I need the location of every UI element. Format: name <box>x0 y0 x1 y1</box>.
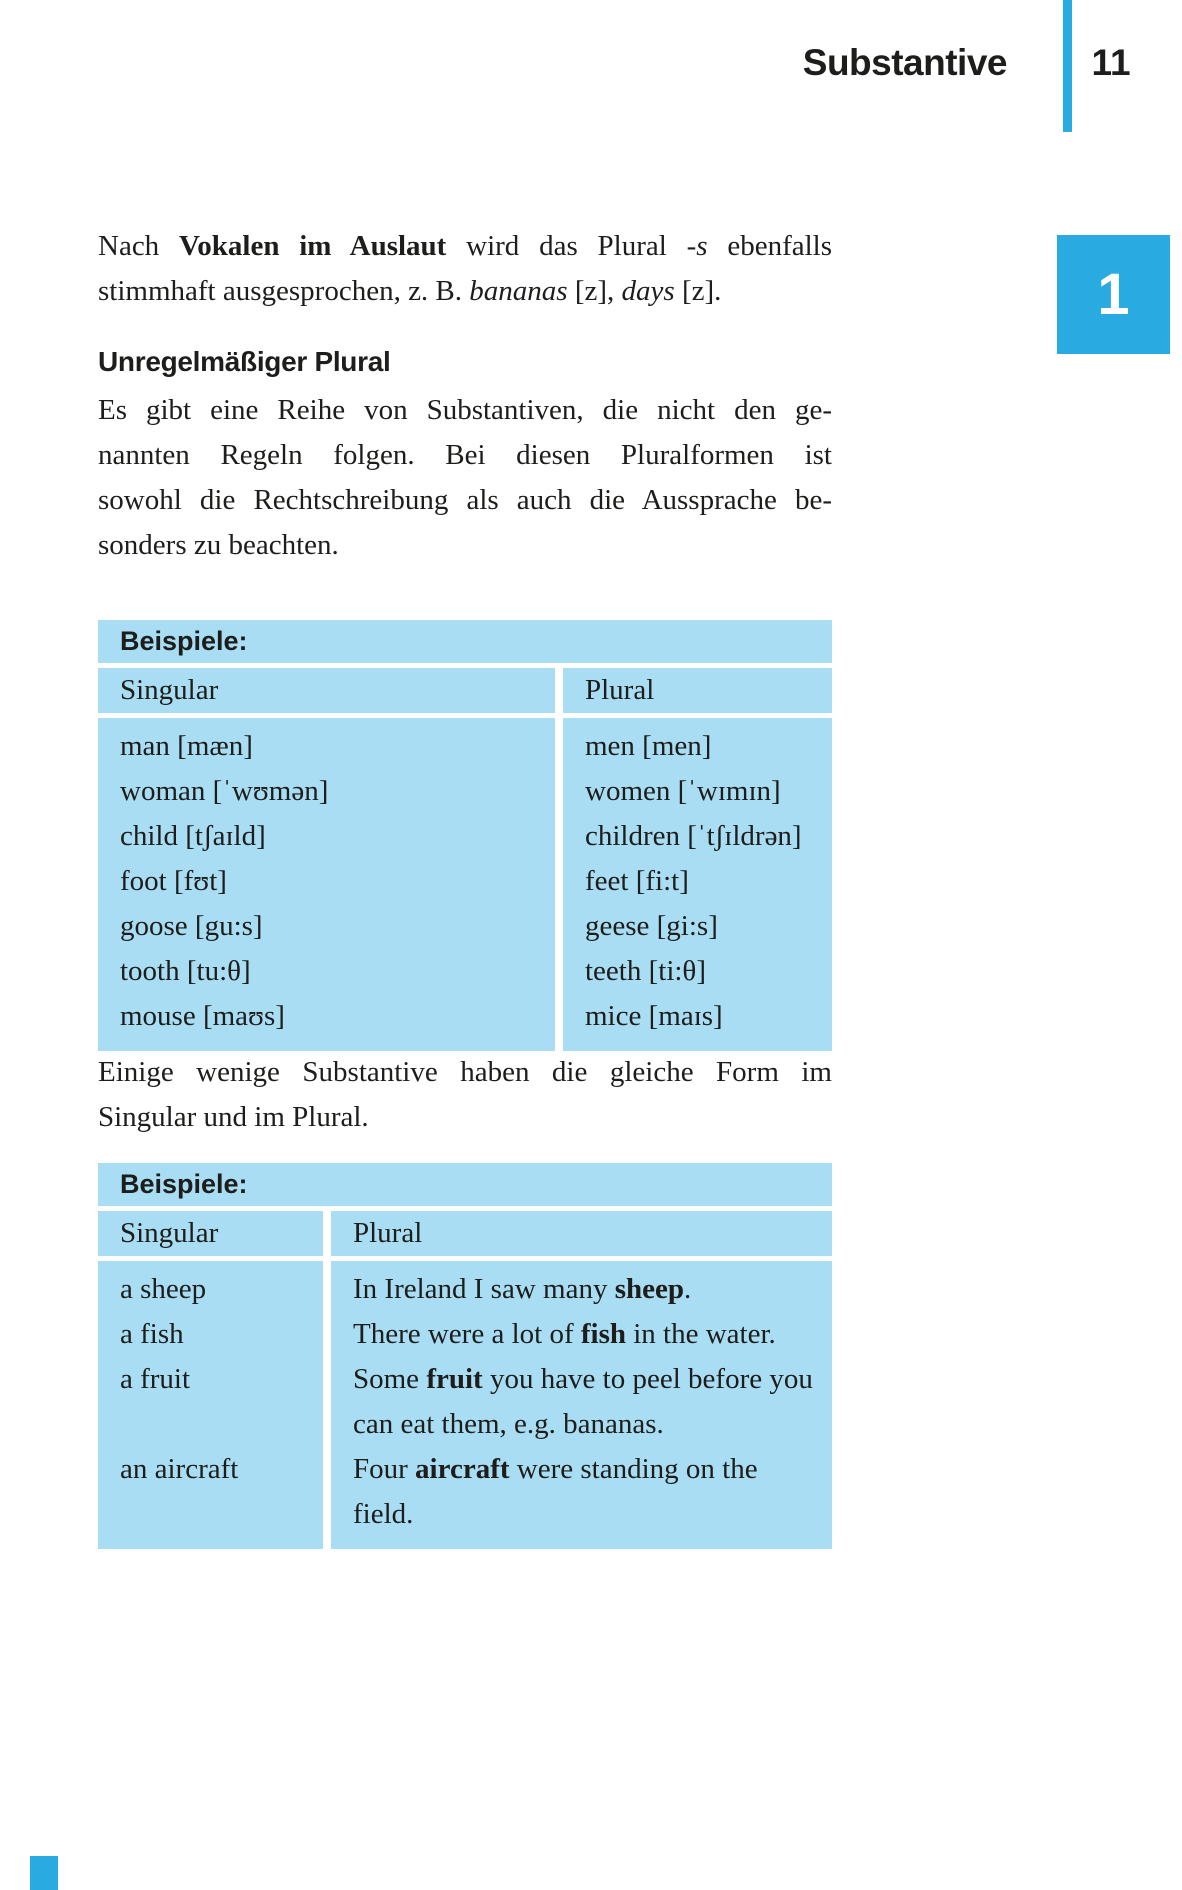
text-line <box>353 1357 832 1402</box>
text-segment: days <box>621 275 675 307</box>
column-header-singular: Singular <box>98 668 555 713</box>
text-segment: Vokalen im Auslaut <box>178 230 447 262</box>
text-segment: can eat them, e.g. bananas. <box>353 1408 664 1440</box>
plural-example-cell <box>331 1312 832 1357</box>
text-line <box>98 523 832 568</box>
singular-cell: a sheep <box>98 1261 323 1312</box>
singular-cell: foot [fʊt] <box>98 859 555 904</box>
column-header-plural: Plural <box>331 1211 832 1256</box>
singular-cell: child [tʃaɪld] <box>98 814 555 859</box>
text-segment: in the water. <box>626 1318 776 1350</box>
singular-cell: man [mæn] <box>98 718 555 769</box>
chapter-tab <box>1057 235 1170 354</box>
table-label: Beispiele: <box>98 1163 832 1206</box>
plural-cell: men [men] <box>563 718 832 769</box>
text-segment: fruit <box>426 1363 483 1395</box>
text-line <box>98 1095 832 1140</box>
table-header-row <box>98 1211 832 1256</box>
text-segment: you have to peel before you <box>482 1363 813 1395</box>
text-segment: bananas <box>469 275 568 307</box>
chapter-tab-number: 1 <box>1097 261 1130 327</box>
table-row <box>98 814 832 859</box>
singular-cell: woman [ˈwʊmən] <box>98 769 555 814</box>
table-label: Beispiele: <box>98 620 832 663</box>
table-row <box>98 1447 832 1549</box>
text-segment: Einige wenige Substantive haben die gleiche Form im <box>98 1056 832 1088</box>
plural-example-cell <box>331 1447 832 1549</box>
text-segment: stimmhaft ausgesprochen, z. B. <box>98 275 470 307</box>
text-segment: were standing on the <box>509 1453 758 1485</box>
irregular-plural-examples-table <box>98 620 832 1051</box>
text-segment: field. <box>353 1498 414 1530</box>
table-row <box>98 769 832 814</box>
plural-cell: mice [maɪs] <box>563 994 832 1051</box>
page-header-title: Substantive <box>802 42 1007 83</box>
text-segment: nannten Regeln folgen. Bei diesen Pluralformen ist <box>98 439 832 471</box>
chapter-footer-marker <box>30 1856 58 1890</box>
text-segment: [z]. <box>674 275 722 307</box>
text-line <box>98 433 832 478</box>
plural-cell: geese [gi:s] <box>563 904 832 949</box>
table-row <box>98 949 832 994</box>
same-form-paragraph <box>98 1050 832 1140</box>
text-segment: Four <box>353 1453 416 1485</box>
plural-cell: feet [fi:t] <box>563 859 832 904</box>
same-form-examples-table <box>98 1163 832 1549</box>
text-line <box>353 1267 832 1312</box>
text-segment: There were a lot of <box>353 1318 581 1350</box>
text-line <box>353 1447 832 1492</box>
text-line <box>98 1050 832 1095</box>
singular-cell: tooth [tu:θ] <box>98 949 555 994</box>
text-segment: Some <box>353 1363 427 1395</box>
table-row <box>98 994 832 1051</box>
text-line <box>353 1312 832 1357</box>
table-row <box>98 1357 832 1447</box>
singular-cell: goose [gu:s] <box>98 904 555 949</box>
text-line <box>98 478 832 523</box>
text-segment: sonders zu beachten. <box>98 529 339 561</box>
table-row <box>98 904 832 949</box>
plural-example-cell <box>331 1261 832 1312</box>
text-segment: fish <box>580 1318 626 1350</box>
singular-cell: an aircraft <box>98 1447 323 1549</box>
table-row <box>98 718 832 769</box>
header-divider-bar <box>1063 0 1072 132</box>
column-header-plural: Plural <box>563 668 832 713</box>
table-header-row <box>98 668 832 713</box>
singular-cell: mouse [maʊs] <box>98 994 555 1051</box>
text-segment: . <box>684 1273 692 1305</box>
table-body <box>98 1261 832 1549</box>
text-segment: aircraft <box>415 1453 510 1485</box>
text-segment: sheep <box>614 1273 685 1305</box>
text-segment: wird das Plural <box>446 230 687 262</box>
singular-cell: a fruit <box>98 1357 323 1447</box>
text-segment: -s <box>686 230 708 262</box>
text-segment: [z], <box>567 275 622 307</box>
text-segment: sowohl die Rechtschreibung als auch die Aussprache be- <box>98 484 832 516</box>
page-number: 11 <box>1091 42 1131 83</box>
text-line <box>98 388 832 433</box>
singular-cell: a fish <box>98 1312 323 1357</box>
column-header-singular: Singular <box>98 1211 323 1256</box>
text-segment: Es gibt eine Reihe von Substantiven, die nicht den ge- <box>98 394 832 426</box>
text-line <box>353 1402 832 1447</box>
text-segment: In Ireland I saw many <box>353 1273 615 1305</box>
table-row <box>98 1312 832 1357</box>
intro-paragraph <box>98 224 832 314</box>
text-line <box>353 1492 832 1537</box>
text-line <box>98 269 832 314</box>
plural-example-cell <box>331 1357 832 1447</box>
plural-cell: teeth [ti:θ] <box>563 949 832 994</box>
irregular-plural-paragraph <box>98 388 832 568</box>
text-segment: ebenfalls <box>707 230 832 262</box>
text-segment: Nach <box>98 230 179 262</box>
text-line <box>98 224 832 269</box>
plural-cell: women [ˈwɪmɪn] <box>563 769 832 814</box>
table-row <box>98 859 832 904</box>
plural-cell: children [ˈtʃɪldrən] <box>563 814 832 859</box>
text-segment: Singular und im Plural. <box>98 1101 369 1133</box>
section-heading: Unregelmäßiger Plural <box>98 346 391 377</box>
table-row <box>98 1261 832 1312</box>
table-body <box>98 718 832 1051</box>
